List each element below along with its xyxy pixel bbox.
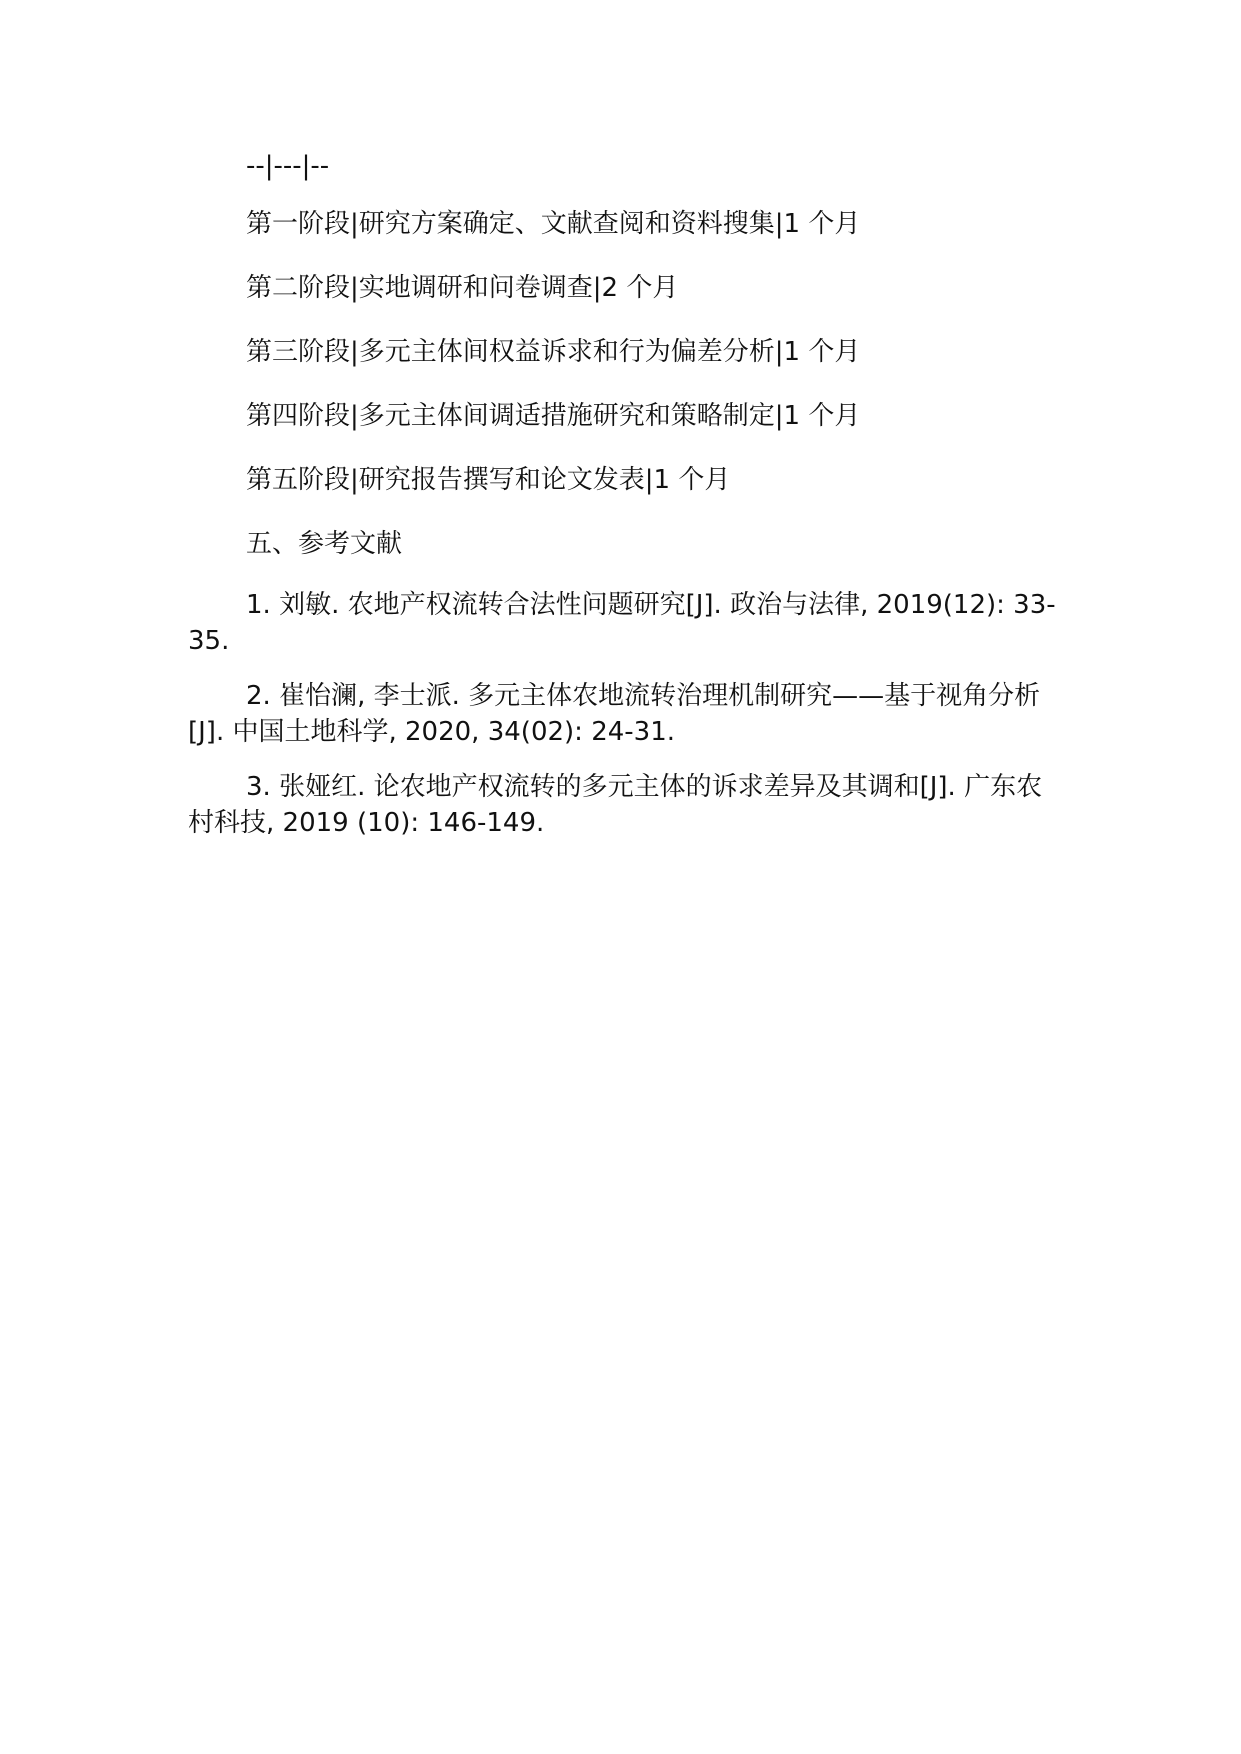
reference-item: 2. 崔怡澜, 李士派. 多元主体农地流转治理机制研究——基于视角分析 [J]. 中国土地科学, 2020, 34(02): 24-31. — [188, 681, 1041, 747]
references-heading: 五、参考文献 — [246, 529, 403, 559]
schedule-row: 第一阶段|研究方案确定、文献查阅和资料搜集|1 个月 — [246, 209, 861, 239]
reference-item: 1. 刘敏. 农地产权流转合法性问题研究[J]. 政治与法律, 2019(12): 33-35. — [188, 590, 1056, 656]
reference-item: 3. 张娅红. 论农地产权流转的多元主体的诉求差异及其调和[J]. 广东农村科技, 2019 (10): 146-149. — [188, 772, 1043, 838]
schedule-row: 第三阶段|多元主体间权益诉求和行为偏差分析|1 个月 — [246, 337, 861, 367]
document-body — [188, 148, 1056, 860]
schedule-row: 第四阶段|多元主体间调适措施研究和策略制定|1 个月 — [246, 401, 861, 431]
schedule-row: 第二阶段|实地调研和问卷调查|2 个月 — [246, 273, 679, 303]
schedule-row: 第五阶段|研究报告撰写和论文发表|1 个月 — [246, 465, 731, 495]
table-separator: --|---|-- — [246, 151, 330, 181]
